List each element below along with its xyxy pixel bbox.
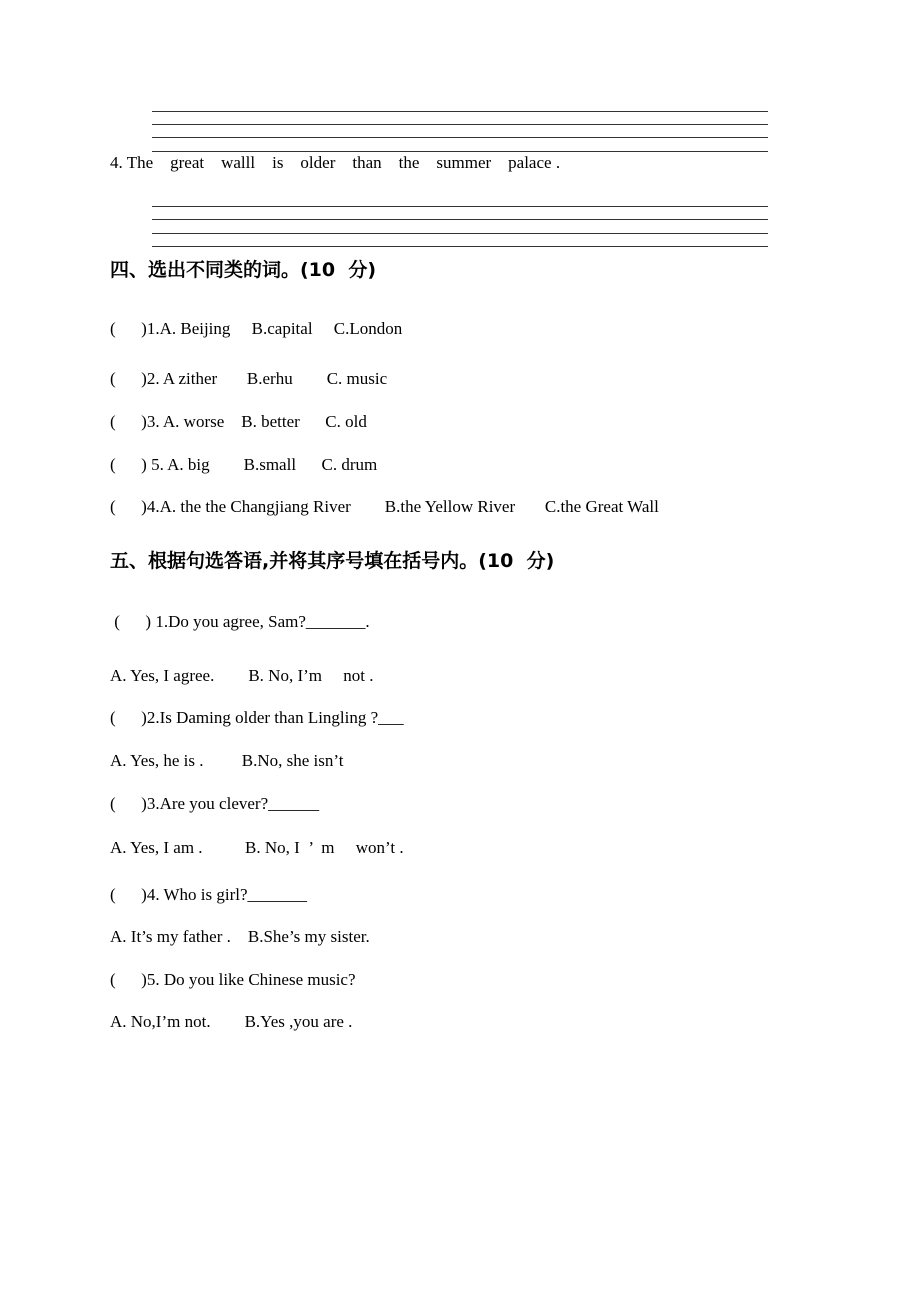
section5-options: A. No,I’m not. B.Yes ,you are .: [110, 1012, 353, 1031]
section5-question: ( ) 1.Do you agree, Sam?_______.: [110, 612, 370, 631]
answer-line: [152, 246, 768, 247]
section4-item: ( )1.A. Beijing B.capital C.London: [110, 319, 403, 338]
section4-item: ( ) 5. A. big B.small C. drum: [110, 455, 378, 474]
section4-item: ( )4.A. the the Changjiang River B.the Yellow River C.the Great Wall: [110, 497, 659, 516]
section5-options: A. Yes, I am . B. No, I ’ m won’t .: [110, 838, 404, 857]
answer-line: [152, 151, 768, 152]
sentence-item-4: 4. The great walll is older than the summer palace .: [110, 153, 561, 172]
answer-line: [152, 124, 768, 125]
answer-line: [152, 137, 768, 138]
answer-line: [152, 111, 768, 112]
section4-item: ( )3. A. worse B. better C. old: [110, 412, 367, 431]
answer-line: [152, 206, 768, 207]
section5-question: ( )3.Are you clever?______: [110, 794, 320, 813]
answer-line: [152, 219, 768, 220]
answer-line: [152, 233, 768, 234]
section5-options: A. Yes, I agree. B. No, I’m not .: [110, 666, 374, 685]
section5-options: A. It’s my father . B.She’s my sister.: [110, 927, 370, 946]
section4-item: ( )2. A zither B.erhu C. music: [110, 369, 388, 388]
section5-options: A. Yes, he is . B.No, she isn’t: [110, 751, 344, 770]
section5-question: ( )5. Do you like Chinese music?: [110, 970, 356, 989]
section5-heading: 五、根据句选答语,并将其序号填在括号内。(10 分): [110, 550, 555, 572]
section5-question: ( )4. Who is girl?_______: [110, 885, 308, 904]
section4-heading: 四、选出不同类的词。(10 分): [110, 259, 377, 281]
section5-question: ( )2.Is Daming older than Lingling ?___: [110, 708, 404, 727]
